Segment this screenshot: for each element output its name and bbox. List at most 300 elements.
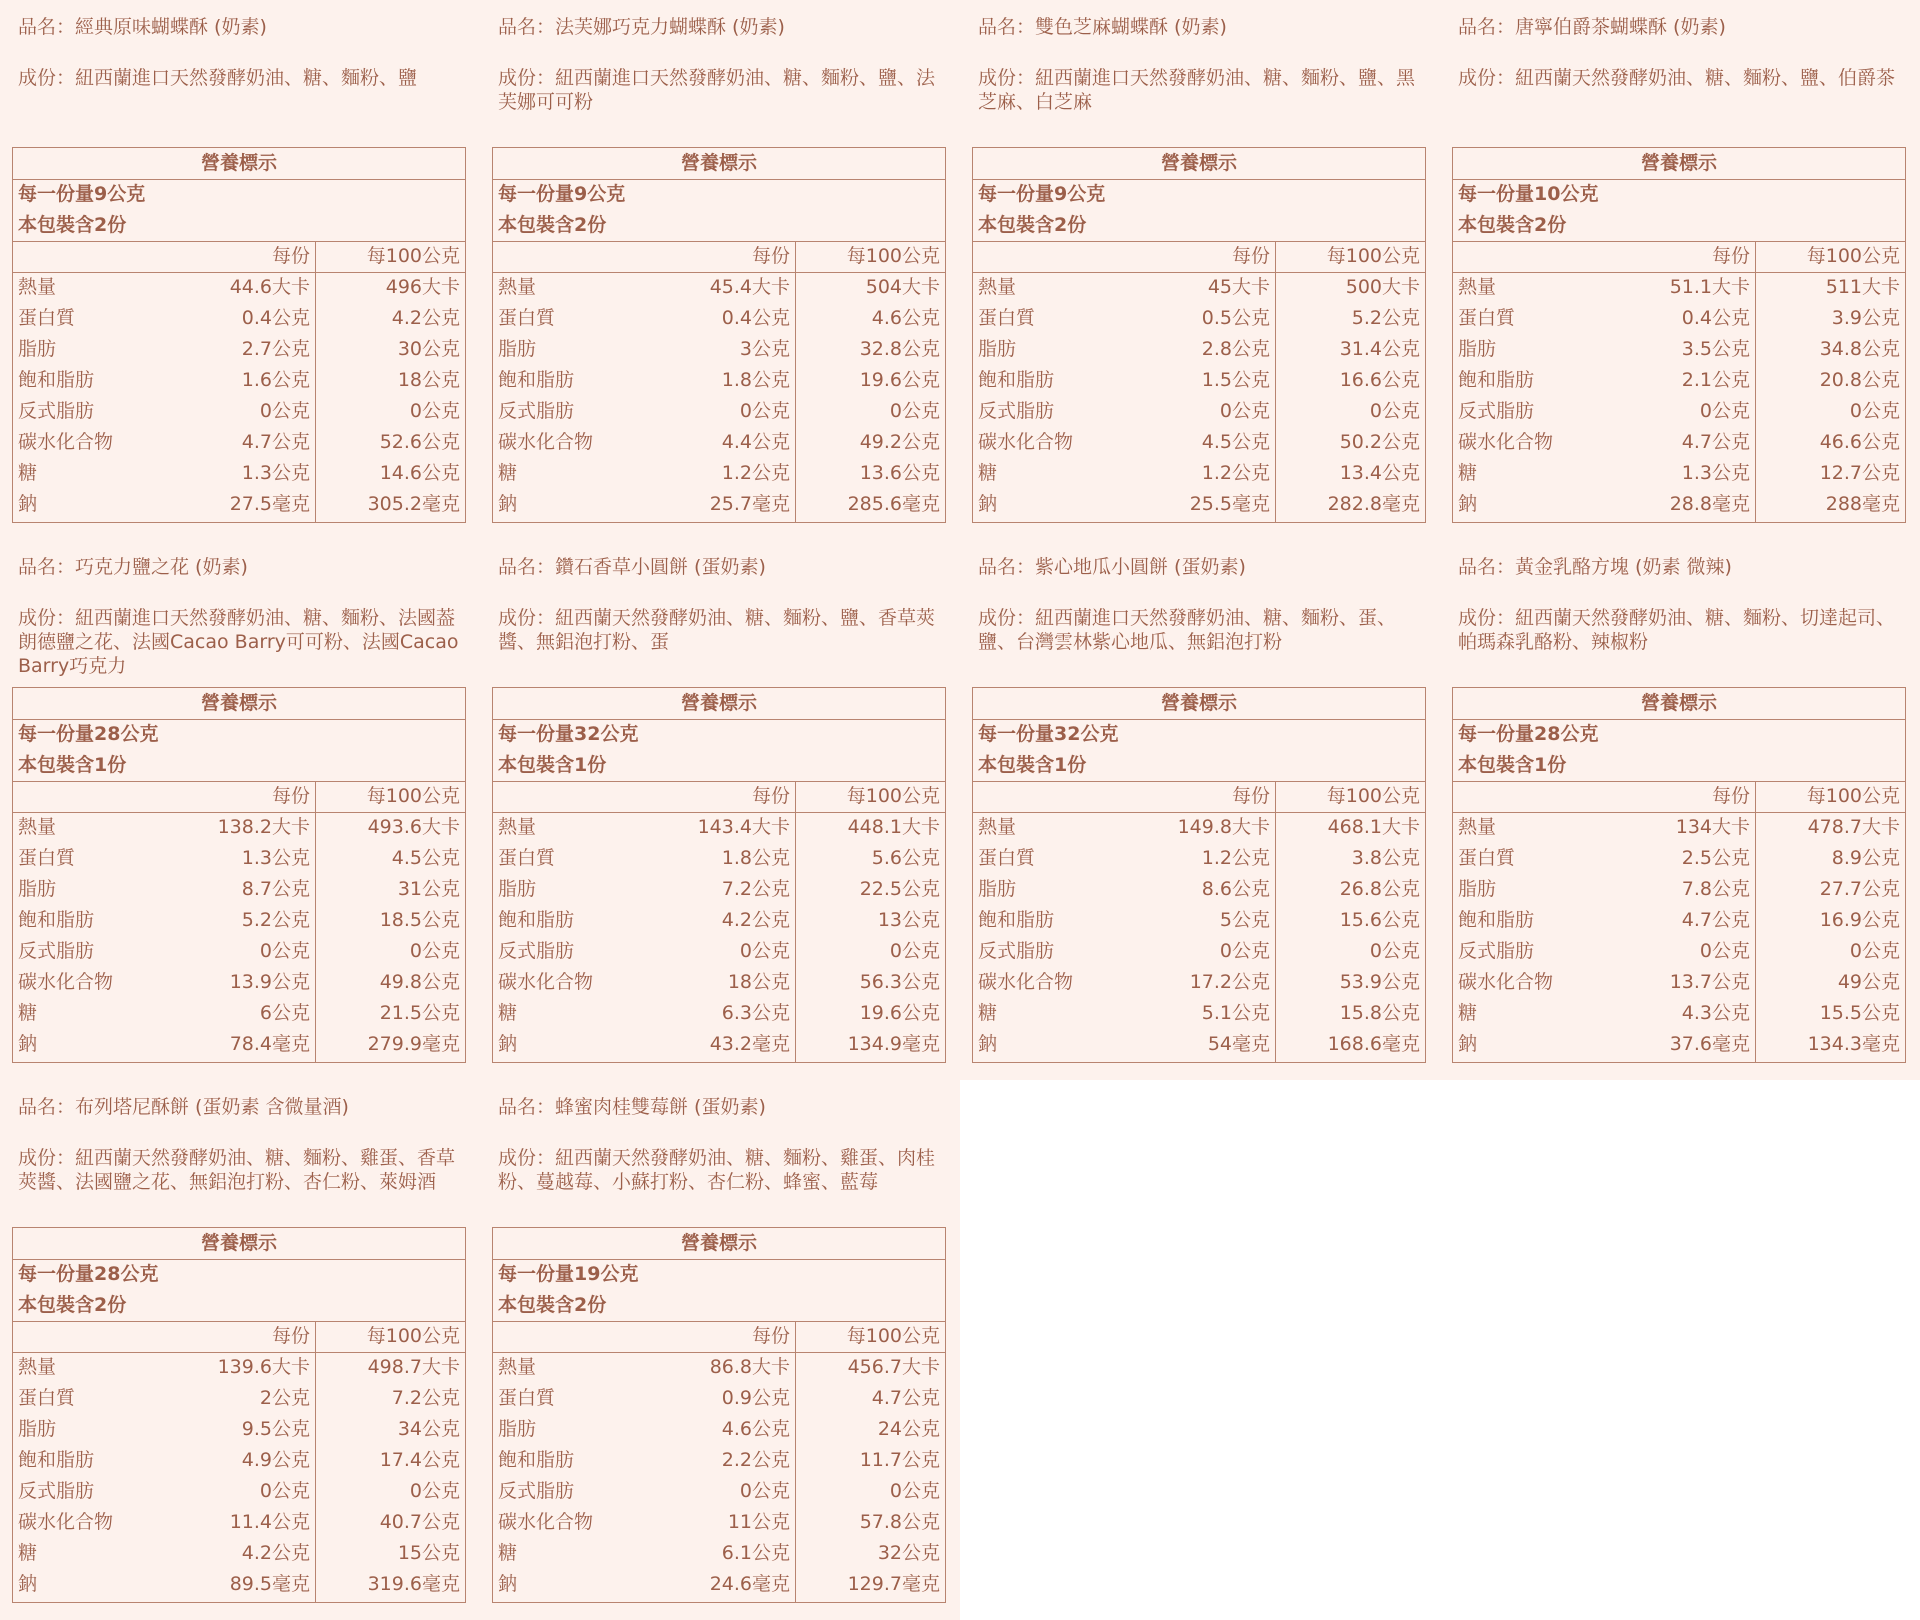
nutrient-label: 鈉 [498, 1033, 518, 1055]
value-per-serving: 3公克 [739, 338, 790, 360]
nutrient-row [973, 843, 1425, 874]
value-per-100g: 305.2毫克 [367, 493, 460, 515]
column-header-row [13, 1321, 465, 1352]
value-per-100g: 0公克 [409, 400, 460, 422]
serving-row [493, 1259, 945, 1290]
value-per-100g: 56.3公克 [859, 971, 940, 993]
value-per-serving: 0公克 [1219, 400, 1270, 422]
value-per-100g: 49.8公克 [379, 971, 460, 993]
value-per-serving: 149.8大卡 [1177, 816, 1270, 838]
nutrient-row [13, 303, 465, 334]
value-per-serving: 0公克 [259, 940, 310, 962]
nutrient-row [1453, 936, 1905, 967]
servings-per-pack: 本包裝含2份 [498, 1294, 607, 1316]
value-per-serving: 143.4大卡 [697, 816, 790, 838]
value-per-100g: 34公克 [397, 1418, 460, 1440]
value-per-serving: 0公克 [1699, 400, 1750, 422]
nutrient-row [1453, 1029, 1905, 1060]
servings-per-pack: 本包裝含2份 [18, 1294, 127, 1316]
value-per-100g: 5.6公克 [871, 847, 940, 869]
value-per-serving: 5.2公克 [241, 909, 310, 931]
column-divider [1275, 781, 1276, 1062]
value-per-serving: 1.3公克 [1681, 462, 1750, 484]
serving-size: 每一份量19公克 [498, 1263, 639, 1285]
nutrient-label: 脂肪 [1458, 338, 1497, 360]
nutrient-label: 糖 [498, 1542, 518, 1564]
value-per-100g: 319.6毫克 [367, 1573, 460, 1595]
value-per-100g: 498.7大卡 [367, 1356, 460, 1378]
servings-per-pack: 本包裝含1份 [1458, 754, 1567, 776]
nutrient-row [973, 303, 1425, 334]
serving-size: 每一份量9公克 [978, 183, 1106, 205]
ingredients: 成份：紐西蘭天然發酵奶油、糖、麵粉、切達起司、帕瑪森乳酪粉、辣椒粉 [1458, 607, 1896, 653]
col-header-per-serving: 每份 [1231, 245, 1270, 267]
value-per-100g: 5.2公克 [1351, 307, 1420, 329]
value-per-serving: 45.4大卡 [709, 276, 790, 298]
ingredients: 成份：紐西蘭進口天然發酵奶油、糖、麵粉、蛋、鹽、台灣雲林紫心地瓜、無鋁泡打粉 [978, 607, 1397, 653]
value-per-serving: 24.6毫克 [709, 1573, 790, 1595]
nutrition-table [12, 1227, 466, 1603]
value-per-serving: 0公克 [1219, 940, 1270, 962]
serving-row [973, 179, 1425, 210]
nutrient-row [973, 365, 1425, 396]
ingredients: 成份：紐西蘭天然發酵奶油、糖、麵粉、雞蛋、香草莢醬、法國鹽之花、無鋁泡打粉、杏仁粉、萊姆酒 [18, 1147, 456, 1193]
value-per-100g: 15公克 [397, 1542, 460, 1564]
nutrient-label: 飽和脂肪 [498, 369, 575, 391]
nutrient-row [1453, 396, 1905, 427]
nutrient-label: 熱量 [498, 816, 537, 838]
value-per-100g: 14.6公克 [379, 462, 460, 484]
nutrient-row [493, 303, 945, 334]
value-per-serving: 8.7公克 [241, 878, 310, 900]
value-per-100g: 0公克 [1849, 400, 1900, 422]
nutrient-label: 熱量 [18, 1356, 57, 1378]
nutrient-row [493, 874, 945, 905]
value-per-100g: 500大卡 [1345, 276, 1420, 298]
nutrient-row [973, 1029, 1425, 1060]
nutrition-table [972, 147, 1426, 523]
nutrition-table [492, 687, 946, 1063]
value-per-100g: 15.8公克 [1339, 1002, 1420, 1024]
serving-size: 每一份量32公克 [978, 723, 1119, 745]
servings-per-pack: 本包裝含2份 [1458, 214, 1567, 236]
value-per-serving: 0公克 [739, 1480, 790, 1502]
nutrient-label: 脂肪 [978, 878, 1017, 900]
pack-row [13, 750, 465, 781]
nutrient-row [13, 1507, 465, 1538]
column-header-row [1453, 781, 1905, 812]
col-header-per-serving: 每份 [271, 785, 310, 807]
nutrient-row [13, 812, 465, 843]
nutrient-row [493, 427, 945, 458]
nutrition-table [972, 687, 1426, 1063]
nutrient-row [1453, 458, 1905, 489]
value-per-100g: 16.6公克 [1339, 369, 1420, 391]
value-per-serving: 1.8公克 [721, 847, 790, 869]
nutrient-row [973, 812, 1425, 843]
col-header-per-serving: 每份 [271, 1325, 310, 1347]
nutrient-label: 飽和脂肪 [1458, 369, 1535, 391]
column-header-row [1453, 241, 1905, 272]
nutrient-label: 蛋白質 [1458, 307, 1516, 329]
nutrient-label: 蛋白質 [1458, 847, 1516, 869]
product-name: 品名：雙色芝麻蝴蝶酥 (奶素) [978, 16, 1227, 38]
value-per-serving: 45大卡 [1207, 276, 1270, 298]
value-per-100g: 0公克 [1369, 940, 1420, 962]
value-per-serving: 6公克 [259, 1002, 310, 1024]
value-per-serving: 54毫克 [1207, 1033, 1270, 1055]
value-per-serving: 51.1大卡 [1669, 276, 1750, 298]
product-name: 品名：蜂蜜肉桂雙莓餅 (蛋奶素) [498, 1096, 766, 1118]
value-per-100g: 478.7大卡 [1807, 816, 1900, 838]
serving-row [13, 719, 465, 750]
nutrient-row [493, 1569, 945, 1600]
pack-row [493, 210, 945, 241]
nutrient-label: 脂肪 [18, 1418, 57, 1440]
nutrient-row [493, 998, 945, 1029]
value-per-serving: 25.7毫克 [709, 493, 790, 515]
column-divider [795, 781, 796, 1062]
pack-row [493, 1290, 945, 1321]
nutrient-label: 鈉 [1458, 493, 1478, 515]
value-per-serving: 43.2毫克 [709, 1033, 790, 1055]
nutrient-row [493, 365, 945, 396]
value-per-serving: 89.5毫克 [229, 1573, 310, 1595]
nutrient-row [493, 1445, 945, 1476]
nutrition-title-row [13, 1228, 465, 1259]
serving-size: 每一份量28公克 [1458, 723, 1599, 745]
nutrient-row [1453, 272, 1905, 303]
value-per-serving: 0公克 [739, 940, 790, 962]
nutrient-label: 熱量 [498, 276, 537, 298]
product-card [0, 1080, 480, 1620]
value-per-100g: 456.7大卡 [847, 1356, 940, 1378]
value-per-100g: 52.6公克 [379, 431, 460, 453]
col-header-per-100g: 每100公克 [366, 245, 460, 267]
nutrient-row [493, 936, 945, 967]
value-per-serving: 9.5公克 [241, 1418, 310, 1440]
product-card [960, 0, 1440, 540]
nutrition-title: 營養標示 [200, 692, 277, 714]
pack-row [973, 210, 1425, 241]
value-per-serving: 0公克 [259, 1480, 310, 1502]
nutrient-label: 反式脂肪 [498, 1480, 575, 1502]
nutrient-label: 碳水化合物 [18, 971, 114, 993]
nutrition-title: 營養標示 [1160, 692, 1237, 714]
value-per-serving: 7.8公克 [1681, 878, 1750, 900]
nutrient-label: 熱量 [18, 816, 57, 838]
nutrient-row [13, 843, 465, 874]
value-per-serving: 1.3公克 [241, 462, 310, 484]
nutrition-title: 營養標示 [680, 692, 757, 714]
value-per-serving: 4.7公克 [1681, 909, 1750, 931]
nutrient-row [1453, 905, 1905, 936]
nutrition-title-row [493, 148, 945, 179]
serving-size: 每一份量28公克 [18, 1263, 159, 1285]
nutrient-row [13, 1476, 465, 1507]
nutrient-label: 碳水化合物 [498, 431, 594, 453]
value-per-100g: 134.3毫克 [1807, 1033, 1900, 1055]
nutrient-label: 脂肪 [1458, 878, 1497, 900]
column-divider [315, 781, 316, 1062]
nutrient-label: 飽和脂肪 [498, 909, 575, 931]
nutrient-row [973, 334, 1425, 365]
nutrient-label: 蛋白質 [978, 847, 1036, 869]
nutrient-label: 碳水化合物 [498, 1511, 594, 1533]
nutrient-label: 飽和脂肪 [18, 1449, 95, 1471]
value-per-100g: 134.9毫克 [847, 1033, 940, 1055]
column-header-row [13, 781, 465, 812]
nutrient-row [13, 1414, 465, 1445]
nutrient-label: 反式脂肪 [1458, 400, 1535, 422]
nutrient-row [493, 396, 945, 427]
nutrition-title: 營養標示 [680, 152, 757, 174]
nutrition-title-row [973, 148, 1425, 179]
col-header-per-100g: 每100公克 [846, 785, 940, 807]
column-divider [1755, 241, 1756, 522]
nutrient-label: 熱量 [978, 816, 1017, 838]
value-per-serving: 1.3公克 [241, 847, 310, 869]
nutrient-label: 反式脂肪 [498, 940, 575, 962]
col-header-per-100g: 每100公克 [846, 245, 940, 267]
product-name: 品名：紫心地瓜小圓餅 (蛋奶素) [978, 556, 1246, 578]
nutrient-row [493, 1507, 945, 1538]
nutrient-row [493, 1352, 945, 1383]
nutrition-title: 營養標示 [1640, 152, 1717, 174]
ingredients: 成份：紐西蘭進口天然發酵奶油、糖、麵粉、鹽 [18, 67, 418, 89]
ingredients: 成份：紐西蘭進口天然發酵奶油、糖、麵粉、鹽、法芙娜可可粉 [498, 67, 936, 113]
nutrient-label: 飽和脂肪 [978, 909, 1055, 931]
value-per-serving: 0公克 [259, 400, 310, 422]
nutrient-row [1453, 874, 1905, 905]
value-per-100g: 285.6毫克 [847, 493, 940, 515]
nutrition-title-row [1453, 148, 1905, 179]
nutrient-label: 碳水化合物 [18, 1511, 114, 1533]
nutrition-title-row [493, 688, 945, 719]
value-per-100g: 31.4公克 [1339, 338, 1420, 360]
serving-row [13, 1259, 465, 1290]
product-card [0, 540, 480, 1080]
nutrient-label: 鈉 [18, 1033, 38, 1055]
nutrient-label: 反式脂肪 [498, 400, 575, 422]
nutrient-label: 熱量 [18, 276, 57, 298]
product-name: 品名：布列塔尼酥餅 (蛋奶素 含微量酒) [18, 1096, 349, 1118]
nutrient-row [13, 936, 465, 967]
nutrient-row [1453, 365, 1905, 396]
nutrient-label: 脂肪 [18, 878, 57, 900]
nutrient-label: 反式脂肪 [978, 400, 1055, 422]
value-per-100g: 30公克 [397, 338, 460, 360]
nutrient-label: 糖 [978, 462, 998, 484]
nutrient-label: 糖 [18, 1002, 38, 1024]
nutrition-table [492, 147, 946, 523]
column-header-row [973, 241, 1425, 272]
value-per-100g: 13.4公克 [1339, 462, 1420, 484]
value-per-serving: 37.6毫克 [1669, 1033, 1750, 1055]
nutrition-title: 營養標示 [200, 1232, 277, 1254]
ingredients: 成份：紐西蘭天然發酵奶油、糖、麵粉、雞蛋、肉桂粉、蔓越莓、小蘇打粉、杏仁粉、蜂蜜、藍莓 [498, 1147, 936, 1193]
ingredients: 成份：紐西蘭進口天然發酵奶油、糖、麵粉、法國葢朗德鹽之花、法國Cacao Barry可可粉、法國Cacao Barry巧克力 [18, 607, 459, 677]
value-per-serving: 4.2公克 [721, 909, 790, 931]
value-per-100g: 288毫克 [1825, 493, 1900, 515]
value-per-100g: 18公克 [397, 369, 460, 391]
col-header-per-serving: 每份 [751, 785, 790, 807]
nutrient-row [973, 874, 1425, 905]
value-per-100g: 0公克 [409, 1480, 460, 1502]
servings-per-pack: 本包裝含2份 [978, 214, 1087, 236]
serving-size: 每一份量32公克 [498, 723, 639, 745]
value-per-100g: 13公克 [877, 909, 940, 931]
column-divider [315, 241, 316, 522]
value-per-serving: 4.6公克 [721, 1418, 790, 1440]
nutrient-label: 熱量 [1458, 816, 1497, 838]
value-per-100g: 19.6公克 [859, 1002, 940, 1024]
nutrient-label: 碳水化合物 [18, 431, 114, 453]
value-per-serving: 0.5公克 [1201, 307, 1270, 329]
value-per-100g: 15.5公克 [1819, 1002, 1900, 1024]
value-per-100g: 32.8公克 [859, 338, 940, 360]
value-per-serving: 13.9公克 [229, 971, 310, 993]
value-per-serving: 4.7公克 [241, 431, 310, 453]
nutrient-label: 反式脂肪 [18, 1480, 95, 1502]
nutrient-row [13, 334, 465, 365]
value-per-serving: 0.4公克 [721, 307, 790, 329]
nutrition-title-row [493, 1228, 945, 1259]
nutrient-label: 糖 [498, 462, 518, 484]
value-per-serving: 134大卡 [1675, 816, 1750, 838]
value-per-100g: 0公克 [1369, 400, 1420, 422]
ingredients: 成份：紐西蘭進口天然發酵奶油、糖、麵粉、鹽、黑芝麻、白芝麻 [978, 67, 1416, 113]
nutrition-title: 營養標示 [1160, 152, 1237, 174]
value-per-serving: 0.9公克 [721, 1387, 790, 1409]
nutrient-row [493, 272, 945, 303]
value-per-100g: 32公克 [877, 1542, 940, 1564]
servings-per-pack: 本包裝含1份 [498, 754, 607, 776]
nutrition-title-row [973, 688, 1425, 719]
value-per-serving: 4.3公克 [1681, 1002, 1750, 1024]
nutrition-title: 營養標示 [680, 1232, 757, 1254]
value-per-100g: 57.8公克 [859, 1511, 940, 1533]
product-card [480, 540, 960, 1080]
nutrient-row [973, 936, 1425, 967]
value-per-100g: 34.8公克 [1819, 338, 1900, 360]
value-per-serving: 4.7公克 [1681, 431, 1750, 453]
serving-row [493, 719, 945, 750]
value-per-serving: 5.1公克 [1201, 1002, 1270, 1024]
nutrient-label: 蛋白質 [978, 307, 1036, 329]
value-per-100g: 4.2公克 [391, 307, 460, 329]
col-header-per-100g: 每100公克 [1326, 785, 1420, 807]
serving-row [1453, 179, 1905, 210]
value-per-100g: 129.7毫克 [847, 1573, 940, 1595]
product-name: 品名：法芙娜巧克力蝴蝶酥 (奶素) [498, 16, 785, 38]
nutrient-row [493, 843, 945, 874]
nutrient-row [493, 812, 945, 843]
nutrient-row [493, 905, 945, 936]
value-per-100g: 0公克 [889, 940, 940, 962]
column-divider [315, 1321, 316, 1602]
value-per-serving: 4.2公克 [241, 1542, 310, 1564]
product-card [0, 0, 480, 540]
value-per-100g: 19.6公克 [859, 369, 940, 391]
value-per-100g: 8.9公克 [1831, 847, 1900, 869]
nutrient-label: 脂肪 [978, 338, 1017, 360]
servings-per-pack: 本包裝含2份 [18, 214, 127, 236]
nutrient-label: 碳水化合物 [498, 971, 594, 993]
value-per-serving: 1.2公克 [1201, 847, 1270, 869]
nutrient-label: 飽和脂肪 [18, 369, 95, 391]
nutrition-table [492, 1227, 946, 1603]
nutrient-label: 蛋白質 [18, 1387, 76, 1409]
nutrient-row [13, 1569, 465, 1600]
nutrient-label: 熱量 [978, 276, 1017, 298]
nutrient-label: 脂肪 [498, 1418, 537, 1440]
col-header-per-serving: 每份 [751, 1325, 790, 1347]
nutrition-table [12, 687, 466, 1063]
value-per-100g: 13.6公克 [859, 462, 940, 484]
product-name: 品名：鑽石香草小圓餅 (蛋奶素) [498, 556, 766, 578]
value-per-serving: 44.6大卡 [229, 276, 310, 298]
nutrient-row [973, 427, 1425, 458]
nutrient-label: 反式脂肪 [978, 940, 1055, 962]
nutrition-title: 營養標示 [200, 152, 277, 174]
nutrient-row [13, 272, 465, 303]
value-per-serving: 1.6公克 [241, 369, 310, 391]
nutrient-label: 碳水化合物 [978, 431, 1074, 453]
nutrient-row [13, 874, 465, 905]
serving-size: 每一份量28公克 [18, 723, 159, 745]
nutrient-row [973, 489, 1425, 520]
nutrient-row [973, 967, 1425, 998]
value-per-serving: 8.6公克 [1201, 878, 1270, 900]
nutrient-label: 蛋白質 [498, 307, 556, 329]
nutrient-row [13, 1383, 465, 1414]
nutrition-title-row [13, 688, 465, 719]
value-per-100g: 11.7公克 [859, 1449, 940, 1471]
value-per-serving: 13.7公克 [1669, 971, 1750, 993]
value-per-100g: 468.1大卡 [1327, 816, 1420, 838]
product-name: 品名：唐寧伯爵茶蝴蝶酥 (奶素) [1458, 16, 1726, 38]
nutrient-label: 糖 [1458, 462, 1478, 484]
pack-row [13, 1290, 465, 1321]
nutrient-label: 反式脂肪 [18, 400, 95, 422]
value-per-serving: 25.5毫克 [1189, 493, 1270, 515]
nutrient-row [973, 396, 1425, 427]
pack-row [973, 750, 1425, 781]
value-per-100g: 279.9毫克 [367, 1033, 460, 1055]
nutrient-row [973, 272, 1425, 303]
column-header-row [493, 781, 945, 812]
nutrient-label: 飽和脂肪 [1458, 909, 1535, 931]
value-per-100g: 31公克 [397, 878, 460, 900]
serving-row [973, 719, 1425, 750]
nutrient-row [1453, 303, 1905, 334]
product-name: 品名：經典原味蝴蝶酥 (奶素) [18, 16, 267, 38]
value-per-100g: 0公克 [889, 400, 940, 422]
nutrient-row [493, 334, 945, 365]
value-per-serving: 1.5公克 [1201, 369, 1270, 391]
value-per-100g: 17.4公克 [379, 1449, 460, 1471]
value-per-100g: 27.7公克 [1819, 878, 1900, 900]
pack-row [493, 750, 945, 781]
value-per-serving: 27.5毫克 [229, 493, 310, 515]
nutrient-row [493, 1414, 945, 1445]
value-per-100g: 53.9公克 [1339, 971, 1420, 993]
col-header-per-serving: 每份 [1711, 245, 1750, 267]
nutrient-row [13, 1538, 465, 1569]
nutrient-row [13, 1445, 465, 1476]
column-header-row [493, 1321, 945, 1352]
